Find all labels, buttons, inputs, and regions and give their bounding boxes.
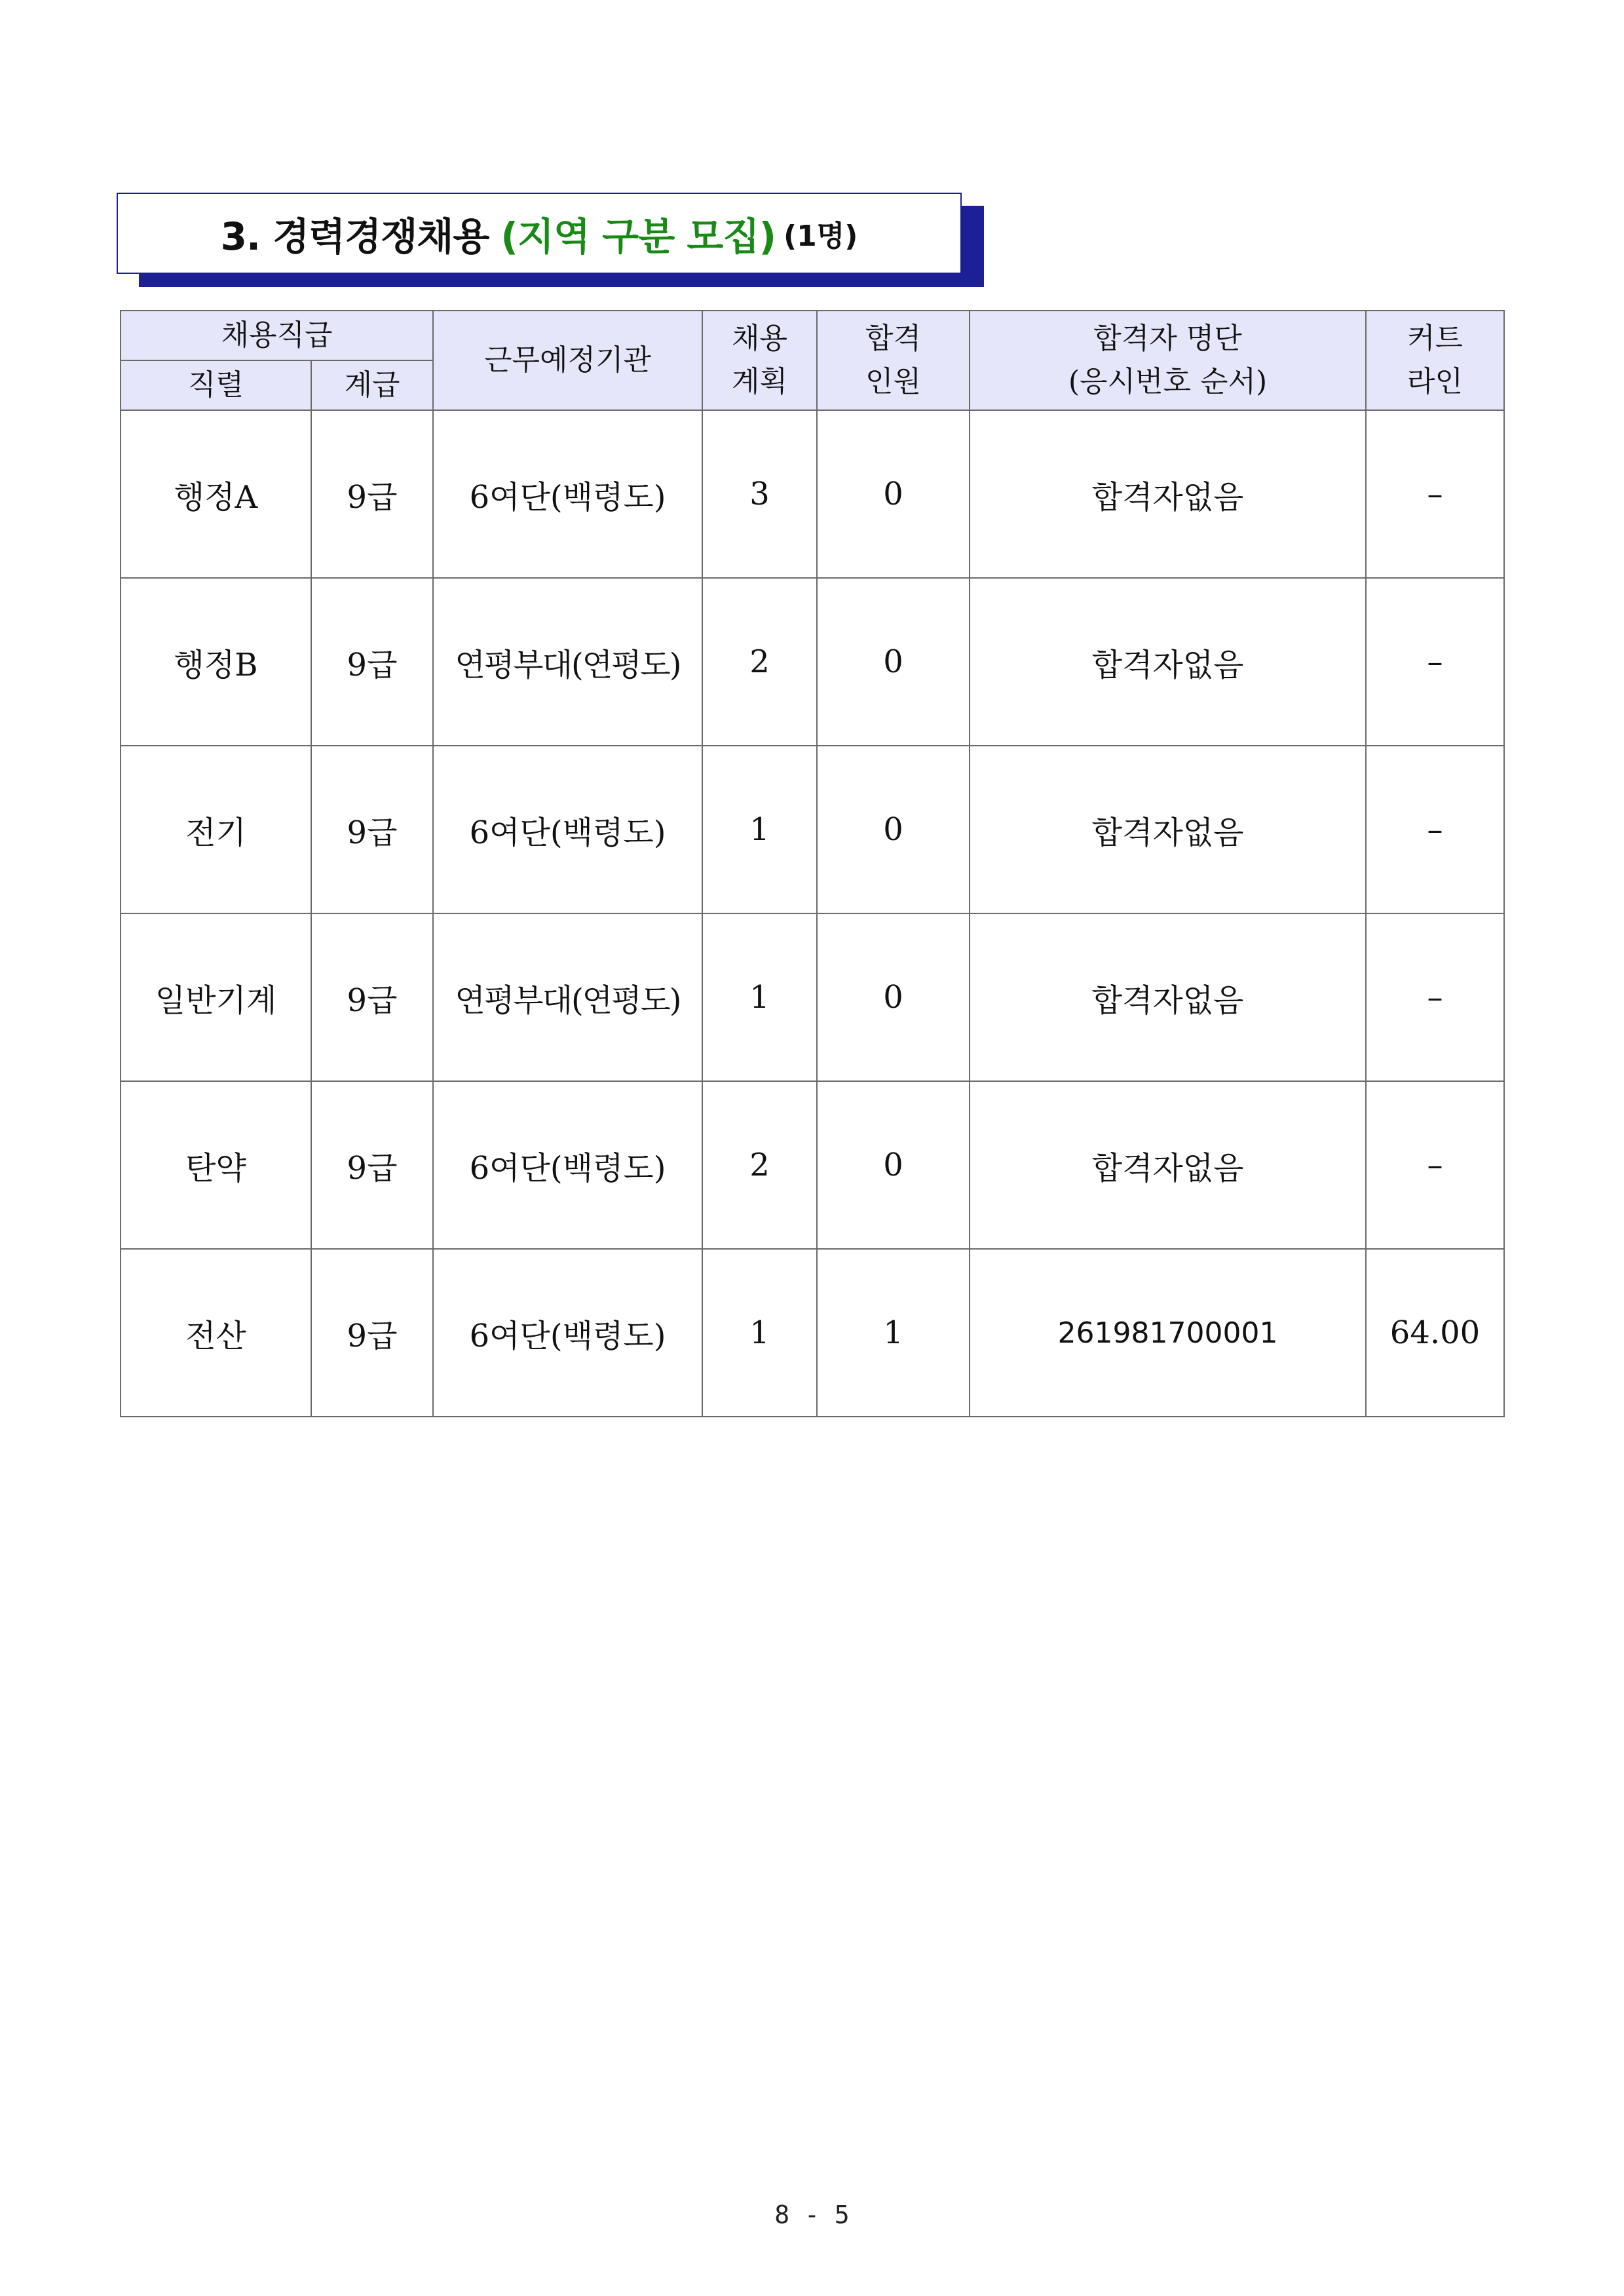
cell-agency: 6여단(백령도) [433,1081,702,1249]
cell-plan: 1 [702,913,817,1081]
cell-passed: 0 [817,578,970,746]
header-plan [702,311,817,410]
header-grade: 계급 [311,360,433,410]
cell-passer-list: 합격자없음 [970,746,1366,913]
header-agency: 근무예정기관 [433,311,702,410]
heading-title: 3. 경력경쟁채용 [220,214,489,259]
cell-plan: 3 [702,410,817,578]
table-row [121,1081,1504,1249]
cell-agency: 6여단(백령도) [433,1249,702,1417]
cell-passed: 0 [817,746,970,913]
header-plan-line1: 채용 [732,322,788,355]
cell-passed: 1 [817,1249,970,1417]
cell-plan: 1 [702,1249,817,1417]
cell-job: 일반기계 [121,913,311,1081]
cell-job: 전기 [121,746,311,913]
cell-passer-list: 합격자없음 [970,1081,1366,1249]
cell-plan: 2 [702,1081,817,1249]
page-number: 8 - 5 [774,2200,850,2229]
cell-passed: 0 [817,913,970,1081]
header-passed-line1: 합격 [865,322,922,355]
results-table [120,310,1505,1417]
header-passed-line2: 인원 [865,365,922,398]
cell-agency: 6여단(백령도) [433,746,702,913]
cell-cutline: – [1366,1081,1504,1249]
cell-passer-list: 261981700001 [970,1249,1366,1417]
header-list-line1: 합격자 명단 [1093,322,1242,355]
cell-cutline: – [1366,578,1504,746]
cell-cutline: – [1366,746,1504,913]
cell-job: 행정A [121,410,311,578]
header-cutline [1366,311,1504,410]
heading-region-label: (지역 구분 모집) [500,214,776,259]
cell-grade: 9급 [311,410,433,578]
cell-cutline: – [1366,410,1504,578]
cell-cutline: 64.00 [1366,1249,1504,1417]
table-row [121,410,1504,578]
header-recruit-grade: 채용직급 [121,311,433,360]
cell-grade: 9급 [311,746,433,913]
table-row [121,1249,1504,1417]
heading-box [117,193,962,274]
cell-grade: 9급 [311,1081,433,1249]
cell-agency: 연평부대(연평도) [433,913,702,1081]
cell-passed: 0 [817,1081,970,1249]
cell-job: 전산 [121,1249,311,1417]
cell-grade: 9급 [311,578,433,746]
header-cutline-line2: 라인 [1407,365,1463,398]
cell-plan: 1 [702,746,817,913]
header-list-line2: (응시번호 순서) [1068,365,1268,398]
header-passed [817,311,970,410]
section-heading [117,193,962,274]
header-job: 직렬 [121,360,311,410]
header-row [121,311,1504,360]
cell-passer-list: 합격자없음 [970,578,1366,746]
table-row [121,746,1504,913]
table-row [121,578,1504,746]
cell-job: 탄약 [121,1081,311,1249]
cell-cutline: – [1366,913,1504,1081]
heading-count: (1명) [784,220,858,253]
cell-plan: 2 [702,578,817,746]
cell-agency: 연평부대(연평도) [433,578,702,746]
cell-grade: 9급 [311,1249,433,1417]
cell-grade: 9급 [311,913,433,1081]
table-row [121,913,1504,1081]
header-plan-line2: 계획 [732,365,788,398]
cell-passed: 0 [817,410,970,578]
header-cutline-line1: 커트 [1407,322,1463,355]
cell-agency: 6여단(백령도) [433,410,702,578]
header-passer-list [970,311,1366,410]
cell-job: 행정B [121,578,311,746]
cell-passer-list: 합격자없음 [970,913,1366,1081]
cell-passer-list: 합격자없음 [970,410,1366,578]
